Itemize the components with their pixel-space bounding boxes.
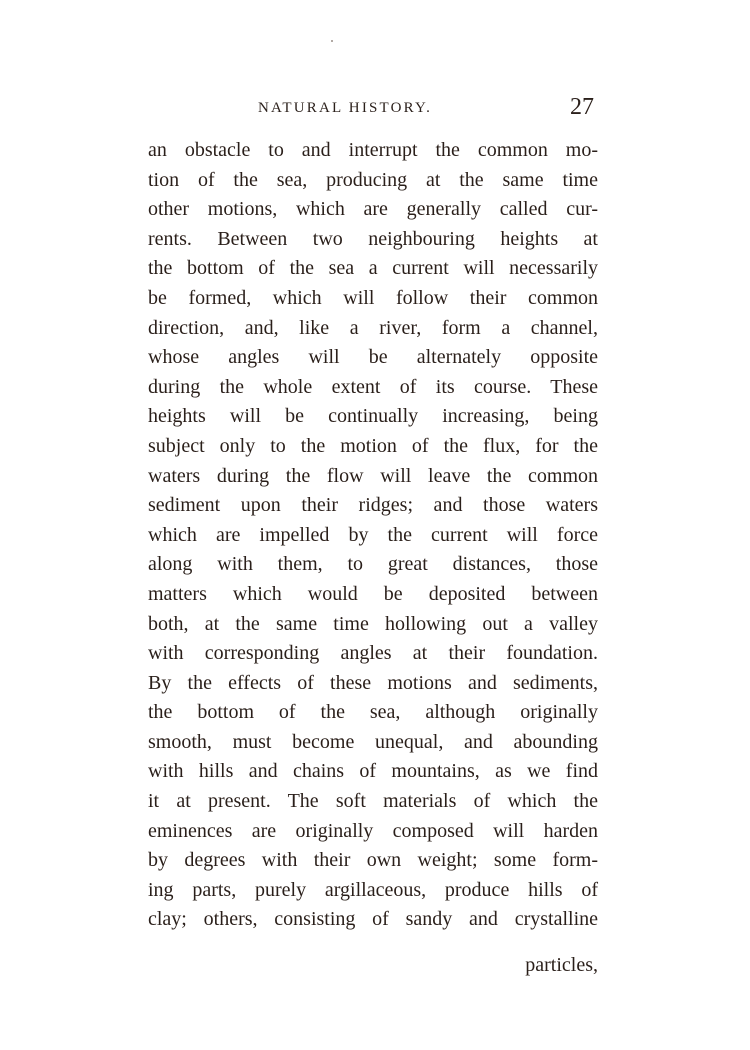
text-line: heights will be continually increasing, being xyxy=(148,405,598,428)
catchword: particles, xyxy=(525,954,598,976)
text-line: waters during the flow will leave the common xyxy=(148,464,598,487)
text-line: whose angles will be alternately opposite xyxy=(148,346,598,369)
text-line: direction, and, like a river, form a channel, xyxy=(148,316,598,339)
text-line: with corresponding angles at their foundation. xyxy=(148,642,598,665)
text-line: other motions, which are generally called cur- xyxy=(148,198,598,221)
body-text xyxy=(148,136,598,935)
text-line: both, at the same time hollowing out a valley xyxy=(148,612,598,635)
text-line: rents. Between two neighbouring heights at xyxy=(148,227,598,250)
text-line: during the whole extent of its course. These xyxy=(148,375,598,398)
text-line: the bottom of the sea, although originally xyxy=(148,701,598,724)
text-line: smooth, must become unequal, and abounding xyxy=(148,730,598,753)
page-number: 27 xyxy=(570,94,594,120)
text-line: subject only to the motion of the flux, for the xyxy=(148,434,598,457)
text-line: by degrees with their own weight; some form- xyxy=(148,849,598,872)
text-line: By the effects of these motions and sediments, xyxy=(148,671,598,694)
text-line: which are impelled by the current will force xyxy=(148,523,598,546)
text-line: an obstacle to and interrupt the common mo- xyxy=(148,139,598,161)
text-line: the bottom of the sea a current will necessarily xyxy=(148,257,598,280)
text-line: sediment upon their ridges; and those waters xyxy=(148,494,598,517)
text-line: with hills and chains of mountains, as we find xyxy=(148,760,598,783)
running-title: NATURAL HISTORY. xyxy=(258,100,433,116)
text-line: matters which would be deposited between xyxy=(148,582,598,605)
running-head xyxy=(148,96,598,126)
text-line: tion of the sea, producing at the same time xyxy=(148,168,598,191)
paper-speck xyxy=(331,40,333,42)
text-line: be formed, which will follow their common xyxy=(148,286,598,309)
text-line: clay; others, consisting of sandy and crystalline xyxy=(148,908,598,931)
text-line: it at present. The soft materials of which the xyxy=(148,790,598,813)
text-line: eminences are originally composed will harden xyxy=(148,819,598,842)
text-line: ing parts, purely argillaceous, produce hills of xyxy=(148,878,598,901)
text-line: along with them, to great distances, those xyxy=(148,553,598,576)
